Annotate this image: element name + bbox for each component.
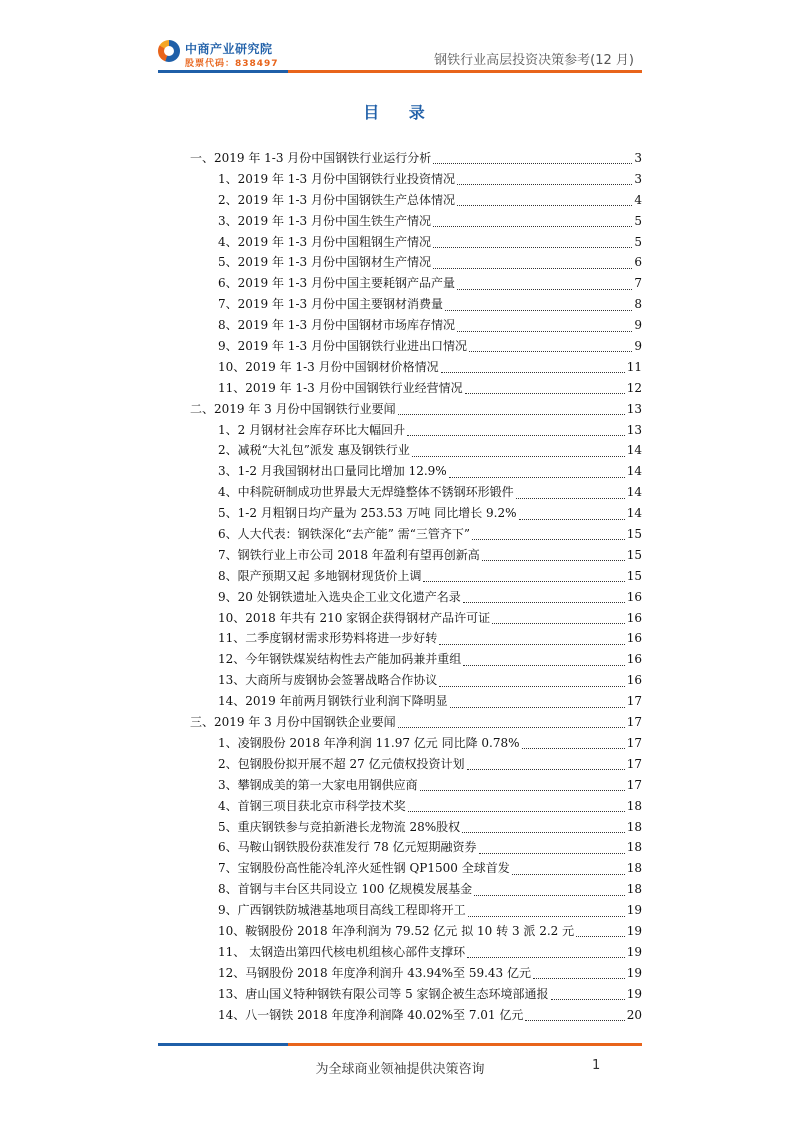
toc-section-entry[interactable] — [190, 148, 642, 169]
toc-leader-dots — [445, 301, 632, 311]
toc-leader-dots — [463, 656, 624, 666]
toc-entry-text: 3、1-2 月我国钢材出口量同比增加 12.9% — [218, 464, 447, 479]
toc-entry[interactable] — [190, 211, 642, 232]
toc-entry-page: 14 — [626, 443, 642, 458]
toc-entry[interactable] — [190, 837, 642, 858]
toc-entry[interactable] — [190, 294, 642, 315]
toc-entry-page: 16 — [626, 673, 642, 688]
toc-entry[interactable] — [190, 273, 642, 294]
toc-entry[interactable] — [190, 921, 642, 942]
toc-entry[interactable] — [190, 670, 642, 691]
toc-entry-page: 3 — [634, 171, 642, 186]
toc-entry-page: 3 — [634, 151, 642, 165]
toc-entry-page: 14 — [626, 464, 642, 479]
toc-entry-text: 4、中科院研制成功世界最大无焊缝整体不锈钢环形锻件 — [218, 485, 514, 500]
toc-leader-dots — [512, 865, 625, 875]
toc-entry-text: 8、限产预期又起 多地钢材现货价上调 — [218, 568, 422, 583]
toc-leader-dots — [516, 489, 625, 499]
toc-section-entry[interactable] — [190, 399, 642, 420]
toc-entry[interactable] — [190, 858, 642, 879]
toc-leader-dots — [551, 990, 625, 1000]
toc-entry[interactable] — [190, 733, 642, 754]
toc-entry-page: 5 — [634, 213, 642, 228]
toc-leader-dots — [441, 363, 625, 373]
toc-entry-text: 12、今年钢铁煤炭结构性去产能加码兼并重组 — [218, 652, 462, 667]
toc-heading: 目 录 — [363, 103, 437, 122]
toc-entry[interactable] — [190, 628, 642, 649]
toc-entry-text: 11、二季度钢材需求形势料将进一步好转 — [218, 631, 438, 646]
toc-entry-text: 14、2019 年前两月钢铁行业利润下降明显 — [218, 694, 448, 709]
toc-entry-page: 19 — [626, 965, 642, 980]
toc-entry-page: 4 — [634, 192, 642, 207]
toc-entry[interactable] — [190, 817, 642, 838]
toc-entry[interactable] — [190, 357, 642, 378]
logo-stock-code: 股票代码：838497 — [185, 59, 279, 69]
toc-leader-dots — [433, 154, 632, 164]
toc-entry[interactable] — [190, 232, 642, 253]
toc-leader-dots — [482, 551, 625, 561]
toc-entry-text: 14、八一钢铁 2018 年度净利润降 40.02%至 7.01 亿元 — [218, 1007, 524, 1022]
toc-entry-page: 19 — [626, 986, 642, 1001]
toc-entry[interactable] — [190, 169, 642, 190]
toc-section-entry[interactable] — [190, 712, 642, 733]
toc-entry-page: 16 — [626, 631, 642, 646]
toc-entry-page: 7 — [634, 276, 642, 291]
toc-entry-text: 13、大商所与废钢协会签署战略合作协议 — [218, 673, 438, 688]
toc-entry[interactable] — [190, 1005, 642, 1026]
toc-entry-page: 18 — [626, 840, 642, 855]
toc-leader-dots — [525, 1011, 624, 1021]
toc-leader-dots — [469, 342, 632, 352]
toc-entry-page: 5 — [634, 234, 642, 249]
company-logo — [158, 38, 298, 74]
toc-entry-page: 16 — [626, 652, 642, 667]
toc-entry[interactable] — [190, 691, 642, 712]
toc-entry-text: 3、2019 年 1-3 月份中国生铁生产情况 — [218, 213, 431, 228]
toc-entry-text: 2、包钢股份拟开展不超 27 亿元债权投资计划 — [218, 756, 465, 771]
toc-entry[interactable] — [190, 984, 642, 1005]
toc-entry-text: 10、2019 年 1-3 月份中国钢材价格情况 — [218, 359, 439, 374]
footer-slogan: 为全球商业领袖提供决策咨询 — [315, 1062, 485, 1077]
toc-entry-text: 一、2019 年 1-3 月份中国钢铁行业运行分析 — [190, 151, 432, 165]
toc-entry[interactable] — [190, 754, 642, 775]
toc-entry-page: 14 — [626, 485, 642, 500]
toc-leader-dots — [457, 175, 632, 185]
toc-entry-text: 2、2019 年 1-3 月份中国钢铁生产总体情况 — [218, 192, 455, 207]
toc-leader-dots — [519, 510, 625, 520]
toc-entry[interactable] — [190, 252, 642, 273]
toc-entry-page: 17 — [626, 694, 642, 709]
toc-entry-text: 9、2019 年 1-3 月份中国钢铁行业进出口情况 — [218, 339, 467, 354]
toc-entry-text: 10、2018 年共有 210 家钢企获得钢材产品许可证 — [218, 610, 491, 625]
toc-entry[interactable] — [190, 608, 642, 629]
toc-leader-dots — [472, 530, 625, 540]
toc-entry-page: 19 — [626, 923, 642, 938]
toc-entry-page: 12 — [626, 380, 642, 395]
toc-entry-page: 14 — [626, 506, 642, 521]
toc-entry-text: 5、重庆钢铁参与竞拍新港长龙物流 28%股权 — [218, 819, 461, 834]
toc-leader-dots — [433, 217, 632, 227]
toc-leader-dots — [462, 823, 625, 833]
toc-entry-page: 13 — [626, 422, 642, 437]
toc-entry-page: 19 — [626, 944, 642, 959]
footer-rule-orange — [288, 1043, 642, 1046]
toc-leader-dots — [433, 259, 632, 269]
header-rule-blue — [158, 70, 288, 73]
toc-entry[interactable] — [190, 440, 642, 461]
toc-entry-text: 10、鞍钢股份 2018 年净利润为 79.52 亿元 拟 10 转 3 派 2.2 元 — [218, 923, 575, 938]
toc-leader-dots — [467, 760, 625, 770]
header-rule-orange — [288, 70, 642, 73]
toc-entry-page: 18 — [626, 861, 642, 876]
toc-entry-text: 5、2019 年 1-3 月份中国钢材生产情况 — [218, 255, 431, 270]
toc-entry[interactable] — [190, 566, 642, 587]
toc-leader-dots — [474, 886, 625, 896]
toc-leader-dots — [522, 739, 625, 749]
toc-entry-text: 11、 太钢造出第四代核电机组核心部件支撑环 — [218, 944, 466, 959]
toc-entry-text: 11、2019 年 1-3 月份中国钢铁行业经营情况 — [218, 380, 463, 395]
toc-entry-text: 1、凌钢股份 2018 年净利润 11.97 亿元 同比降 0.78% — [218, 735, 520, 750]
toc-leader-dots — [439, 635, 624, 645]
toc-entry[interactable] — [190, 503, 642, 524]
toc-entry-page: 16 — [626, 589, 642, 604]
toc-entry-page: 18 — [626, 882, 642, 897]
toc-leader-dots — [439, 677, 624, 687]
toc-entry-text: 1、2019 年 1-3 月份中国钢铁行业投资情况 — [218, 171, 455, 186]
toc-entry[interactable] — [190, 796, 642, 817]
document-title: 钢铁行业高层投资决策参考(12 月) — [434, 53, 634, 68]
toc-leader-dots — [533, 969, 625, 979]
toc-entry-page: 6 — [634, 255, 642, 270]
toc-entry-text: 1、2 月钢材社会库存环比大幅回升 — [218, 422, 406, 437]
toc-leader-dots — [468, 907, 625, 917]
toc-leader-dots — [463, 593, 625, 603]
toc-entry-text: 4、2019 年 1-3 月份中国粗钢生产情况 — [218, 234, 431, 249]
toc-leader-dots — [408, 802, 625, 812]
toc-entry[interactable] — [190, 942, 642, 963]
toc-entry-text: 2、减税“大礼包”派发 惠及钢铁行业 — [218, 443, 410, 458]
toc-entry[interactable] — [190, 524, 642, 545]
toc-entry-text: 9、20 处钢铁遗址入选央企工业文化遗产名录 — [218, 589, 461, 604]
toc-entry-text: 7、2019 年 1-3 月份中国主要钢材消费量 — [218, 297, 443, 312]
toc-entry-page: 19 — [626, 903, 642, 918]
toc-leader-dots — [457, 280, 632, 290]
page-header — [0, 0, 800, 80]
toc-entry-text: 13、唐山国义特种钢铁有限公司等 5 家钢企被生态环境部通报 — [218, 986, 549, 1001]
toc-entry[interactable] — [190, 378, 642, 399]
toc-leader-dots — [407, 426, 625, 436]
toc-entry-text: 三、2019 年 3 月份中国钢铁企业要闻 — [190, 715, 396, 730]
toc-entry[interactable] — [190, 420, 642, 441]
toc-entry-page: 15 — [626, 568, 642, 583]
toc-leader-dots — [465, 384, 625, 394]
toc-leader-dots — [457, 322, 632, 332]
toc-entry-text: 5、1-2 月粗钢日均产量为 253.53 万吨 同比增长 9.2% — [218, 506, 517, 521]
toc-entry-text: 7、钢铁行业上市公司 2018 年盈利有望再创新高 — [218, 547, 480, 562]
toc-leader-dots — [398, 718, 625, 728]
toc-entry-page: 15 — [626, 547, 642, 562]
toc-entry[interactable] — [190, 482, 642, 503]
toc-leader-dots — [412, 447, 625, 457]
toc-entry-text: 8、首钢与丰台区共同设立 100 亿规模发展基金 — [218, 882, 473, 897]
logo-name: 中商产业研究院 — [185, 42, 273, 56]
toc-entry-page: 17 — [626, 715, 642, 730]
toc-entry[interactable] — [190, 879, 642, 900]
toc-leader-dots — [457, 196, 632, 206]
toc-leader-dots — [576, 927, 625, 937]
toc-leader-dots — [423, 572, 624, 582]
toc-entry-page: 8 — [634, 297, 642, 312]
toc-entry-page: 18 — [626, 798, 642, 813]
toc-entry[interactable] — [190, 649, 642, 670]
toc-entry-text: 6、人大代表：钢铁深化“去产能” 需“三管齐下” — [218, 527, 470, 542]
toc-entry[interactable] — [190, 775, 642, 796]
toc-entry-page: 11 — [626, 359, 642, 374]
page-number: 1 — [592, 1058, 601, 1073]
toc-entry[interactable] — [190, 190, 642, 211]
table-of-contents — [190, 148, 642, 1025]
toc-entry-text: 7、宝钢股份高性能冷轧淬火延性钢 QP1500 全球首发 — [218, 861, 510, 876]
footer-rule-blue — [158, 1043, 288, 1046]
toc-entry-text: 3、攀钢成美的第一大家电用钢供应商 — [218, 777, 418, 792]
toc-entry-text: 6、2019 年 1-3 月份中国主要耗钢产品产量 — [218, 276, 455, 291]
toc-entry-text: 9、广西钢铁防城港基地项目高线工程即将开工 — [218, 903, 466, 918]
toc-entry[interactable] — [190, 545, 642, 566]
toc-leader-dots — [398, 405, 625, 415]
toc-entry[interactable] — [190, 315, 642, 336]
toc-entry-page: 20 — [626, 1007, 642, 1022]
toc-entry-page: 9 — [634, 318, 642, 333]
toc-entry[interactable] — [190, 461, 642, 482]
toc-entry-text: 4、首钢三项目获北京市科学技术奖 — [218, 798, 406, 813]
toc-entry[interactable] — [190, 963, 642, 984]
toc-entry-page: 17 — [626, 735, 642, 750]
toc-entry-page: 13 — [626, 401, 642, 416]
toc-entry-page: 9 — [634, 339, 642, 354]
toc-leader-dots — [467, 948, 625, 958]
toc-entry[interactable] — [190, 900, 642, 921]
toc-entry-page: 15 — [626, 527, 642, 542]
toc-entry-page: 16 — [626, 610, 642, 625]
toc-entry-page: 17 — [626, 777, 642, 792]
toc-entry-text: 二、2019 年 3 月份中国钢铁行业要闻 — [190, 401, 396, 416]
toc-entry-page: 17 — [626, 756, 642, 771]
toc-leader-dots — [450, 698, 625, 708]
logo-mark-icon — [158, 40, 180, 62]
toc-leader-dots — [479, 844, 625, 854]
toc-leader-dots — [449, 468, 625, 478]
toc-entry-text: 8、2019 年 1-3 月份中国钢材市场库存情况 — [218, 318, 455, 333]
toc-leader-dots — [420, 781, 625, 791]
toc-entry-text: 12、马钢股份 2018 年度净利润升 43.94%至 59.43 亿元 — [218, 965, 531, 980]
toc-entry-text: 6、马鞍山钢铁股份获准发行 78 亿元短期融资券 — [218, 840, 477, 855]
toc-entry[interactable] — [190, 587, 642, 608]
toc-leader-dots — [433, 238, 632, 248]
toc-leader-dots — [492, 614, 625, 624]
toc-entry[interactable] — [190, 336, 642, 357]
toc-entry-page: 18 — [626, 819, 642, 834]
